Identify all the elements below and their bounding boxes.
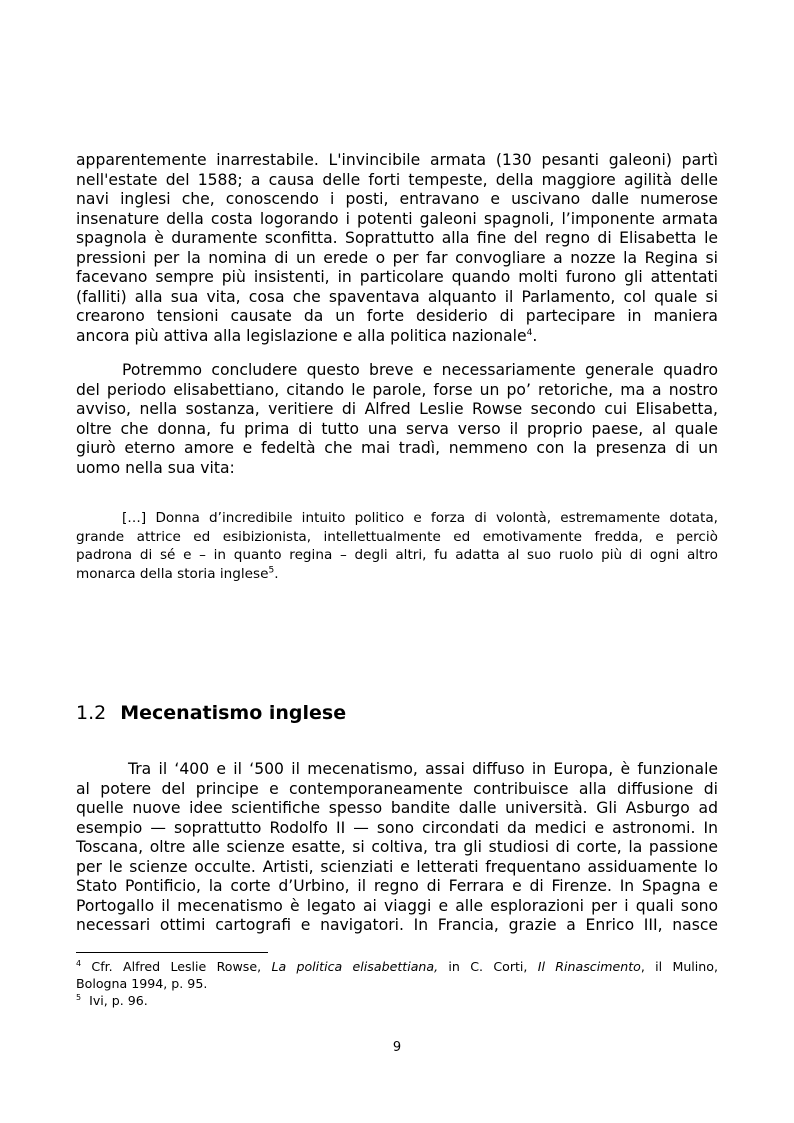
paragraph-conclusion <box>76 361 718 478</box>
text-line: Stato Pontificio, la corte d’Urbino, il regno di Ferrara e di Firenze. In Spagna e <box>76 877 718 895</box>
text-line: uomo nella sua vita: <box>76 458 235 477</box>
footnote-4 <box>76 958 718 975</box>
footnote-mark: 5 <box>76 992 82 1002</box>
text-line: esempio — soprattutto Rodolfo II — sono circondati da medici e astronomi. In <box>76 818 718 837</box>
text-line: crearono tensioni causate da un forte desiderio di partecipare in maniera <box>76 307 718 325</box>
text-line: oltre che donna, fu prima di tutto una serva verso il proprio paese, al quale <box>76 419 718 438</box>
footnote-5 <box>76 992 718 1009</box>
text-fragment: . <box>532 326 538 345</box>
text-line: avviso, nella sostanza, veritiere di Alfred Leslie Rowse secondo cui Elisabetta, <box>76 400 718 418</box>
block-quote <box>76 509 718 583</box>
text-line: al potere del principe e contemporaneamente contribuisce alla diffusione di <box>76 779 718 798</box>
text-line: necessari ottimi cartografi e navigatori. In Francia, grazie a Enrico III, nasce <box>76 916 718 934</box>
quote-line: grande attrice ed esibizionista, intellettualmente ed emotivamente fredda, e perciò <box>76 528 718 545</box>
text-fragment: Cfr. Alfred Leslie Rowse, <box>81 959 272 974</box>
text-line: Toscana, oltre alle scienze esatte, si coltiva, tra gli studiosi di corte, la passione <box>76 838 718 856</box>
text-fragment: Ivi, p. 96. <box>81 993 148 1008</box>
footnote-ref-4[interactable]: 4 <box>526 327 533 338</box>
paragraph-mecenatismo <box>76 760 718 936</box>
text-line: per le scienze occulte. Artisti, scienziati e letterati frequentano assiduamente lo <box>76 857 718 876</box>
footnote-4-cont: Bologna 1994, p. 95. <box>76 976 208 991</box>
text-fragment: Tra il ‘400 e il ‘500 il mecenatismo, assai diffuso in Europa, è funzionale <box>128 760 718 778</box>
quote-line: padrona di sé e – in quanto regina – degli altri, fu adatta al suo ruolo più di ogni altro <box>76 547 718 563</box>
text-line: facevano sempre più insistenti, in particolare quando molti furono gli attentati <box>76 268 718 286</box>
section-number: 1.2 <box>76 702 107 724</box>
text-line: quelle nuove idee scientifiche spesso bandite dalle università. Gli Asburgo ad <box>76 799 718 817</box>
text-fragment: , il Mulino, <box>640 959 718 974</box>
book-title: Il Rinascimento <box>537 959 641 974</box>
text-line: apparentemente inarrestabile. L'invincibile armata (130 pesanti galeoni) partì <box>76 151 718 169</box>
text-line <box>76 760 718 780</box>
text-line: pressioni per la nomina di un erede o per far convogliare a nozze la Regina si <box>76 248 718 267</box>
text-fragment: […] Donna d’incredibile intuito politico e forza di volontà, estremamente dotata, <box>122 510 718 526</box>
book-title: La politica elisabettiana, <box>271 959 439 974</box>
text-line: insenature della costa logorando i potenti galeoni spagnoli, l’imponente armata <box>76 209 718 228</box>
text-line: spagnola è duramente sconfitta. Soprattutto alla fine del regno di Elisabetta le <box>76 229 718 247</box>
text-line: Portogallo il mecenatismo è legato ai viaggi e alle esplorazioni per i quali sono <box>76 896 718 915</box>
text-fragment: . <box>274 565 279 582</box>
quote-line <box>76 565 718 584</box>
text-fragment: in C. Corti, <box>438 959 538 974</box>
footnote-mark: 4 <box>76 958 82 968</box>
text-line: giurò eterno amore e fedeltà che mai tradì, nemmeno con la presenza di un <box>76 439 718 457</box>
footnote-ref-5[interactable]: 5 <box>268 564 275 575</box>
text-line: navi inglesi che, conoscendo i posti, entravano e uscivano dalle numerose <box>76 190 718 208</box>
text-line <box>76 361 718 381</box>
text-line: del periodo elisabettiano, citando le parole, forse un po’ retoriche, ma a nostro <box>76 380 718 399</box>
section-title: Mecenatismo inglese <box>120 702 347 724</box>
text-line <box>76 327 718 347</box>
paragraph-armada <box>76 151 718 346</box>
text-fragment: monarca della storia inglese <box>76 565 269 582</box>
section-heading <box>76 701 346 725</box>
text-line: (falliti) alla sua vita, cosa che spaventava alquanto il Parlamento, col quale si <box>76 287 718 306</box>
text-fragment: ancora più attiva alla legislazione e alla politica nazionale <box>76 326 527 345</box>
quote-line <box>76 509 718 528</box>
text-line: nell'estate del 1588; a causa delle forti tempeste, della maggiore agilità delle <box>76 170 718 189</box>
page-number: 9 <box>392 1040 402 1055</box>
footnote-divider <box>76 952 268 953</box>
footnotes <box>76 958 718 1009</box>
text-fragment: Potremmo concludere questo breve e necessariamente generale quadro <box>122 361 718 379</box>
